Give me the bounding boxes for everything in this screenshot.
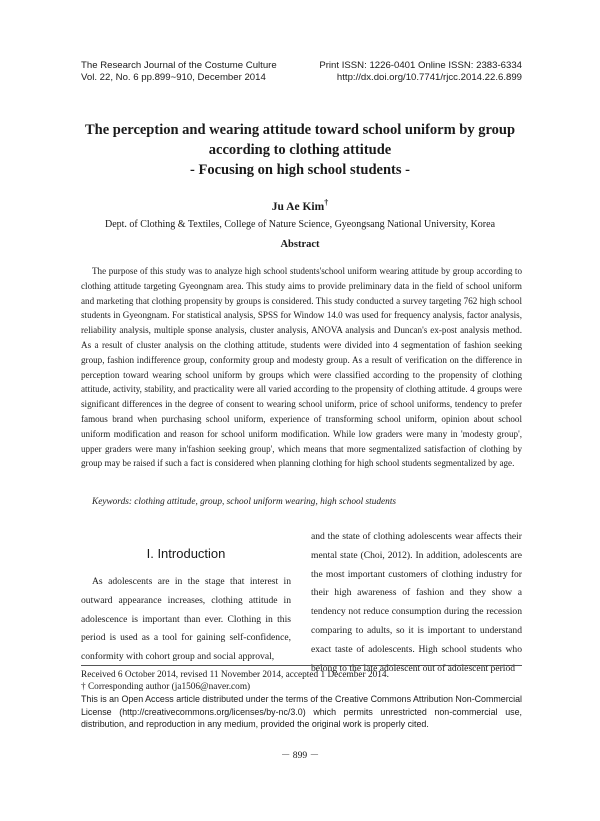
title-line-2: according to clothing attitude	[208, 142, 392, 158]
volume-info: Vol. 22, No. 6 pp.899~910, December 2014	[81, 72, 266, 83]
section-heading: I. Introduction	[146, 546, 226, 561]
journal-header	[81, 60, 522, 84]
affiliation: Dept. of Clothing & Textiles, College of Nature Science, Gyeongsang National University, Korea	[104, 219, 496, 230]
abstract-heading: Abstract	[280, 239, 320, 250]
received-dates: Received 6 October 2014, revised 11 November 2014, accepted 1 December 2014.	[81, 670, 389, 680]
corresponding-mark: †	[81, 682, 86, 693]
abstract-text: The purpose of this study was to analyze high school students'school uniform wearing attitude by group according to clothing attitude targeting Gyeongnam area. This study aims to provide preliminary data in the field of school uniform and marketing that clothing propensity by groups is considered. This study conducted a survey targeting 762 high school students in Gyeongnam. For statistical analysis, SPSS for Window 14.0 was used for frequency analysis, factor analysis, reliability analysis, multiple sponse analysis, cluster analysis, ANOVA analysis and Duncan's ex-post analysis method. As a result of cluster analysis on the clothing attitude, students were divided into 4 segmentation of fashion seeking group, fashion indifference group, conformity group and modesty group. As a result of verification on the difference in perception toward wearing school uniform by groups which were classified according to the propensity of clothing attitude, activity, stability, and practicality were all varied according to the propensity of clothing attitude. 4 groups were significant differences in the degree of consent to wearing school uniform, price of school uniforms, tendency to prefer famous brand when purchasing school uniform, experience of transforming school uniform, opinion about school uniform modification and reason for school uniform modification. While low graders were many in 'modesty group', upper graders were many in'fashion seeking group', which means that more segmentalized satisfaction of clothing by group may be raised if such a fact is considered when planning clothing for high school students segmentalized by age.	[81, 266, 522, 469]
intro-right-text: and the state of clothing adolescents wear affects their mental state (Choi, 2012). In addition, adolescents are the most important customers of clothing industry for their high awareness of fashion and they show a tendency not reduce consumption during the recession comparing to adults, so it is important to understand exact taste of adolescents. High school students who belong to the late adolescent out of adolescent period	[311, 531, 522, 674]
title-line-3: - Focusing on high school students -	[190, 162, 410, 178]
journal-name: The Research Journal of the Costume Culture	[81, 60, 277, 71]
license-note: This is an Open Access article distributed under the terms of the Creative Commons Attribution Non-Commercial License (http://creativecommons.org/licenses/by-nc/3.0) which permits unrestricted non-commercial use, distribution, and reproduction in any medium, provided the original work is properly cited.	[81, 694, 522, 729]
left-column	[81, 540, 291, 667]
footnotes	[81, 669, 522, 730]
corresponding-email: Corresponding author (ja1506@naver.com)	[85, 682, 251, 693]
footnote-divider	[81, 665, 522, 666]
author-name: Ju Ae Kim	[271, 201, 325, 213]
keywords: Keywords: clothing attitude, group, school uniform wearing, high school students	[92, 497, 397, 507]
author-mark: †	[324, 198, 329, 207]
issn: Print ISSN: 1226-0401 Online ISSN: 2383-6334	[319, 60, 522, 71]
author	[60, 196, 540, 214]
title-block	[60, 120, 540, 231]
right-column	[311, 528, 522, 678]
page-number: － 899 －	[280, 750, 320, 761]
paper-title	[60, 120, 540, 180]
doi-link[interactable]: http://dx.doi.org/10.7741/rjcc.2014.22.6.899	[336, 72, 522, 83]
intro-left-text: As adolescents are in the stage that interest in outward appearance increases, clothing attitude in adolescence is important than ever. Clothing in this period is used as a tool for gaining self-confidence, conformity with cohort group and social approval,	[81, 576, 291, 663]
title-line-1: The perception and wearing attitude toward school uniform by group	[84, 122, 516, 138]
corresponding-author	[81, 681, 522, 693]
